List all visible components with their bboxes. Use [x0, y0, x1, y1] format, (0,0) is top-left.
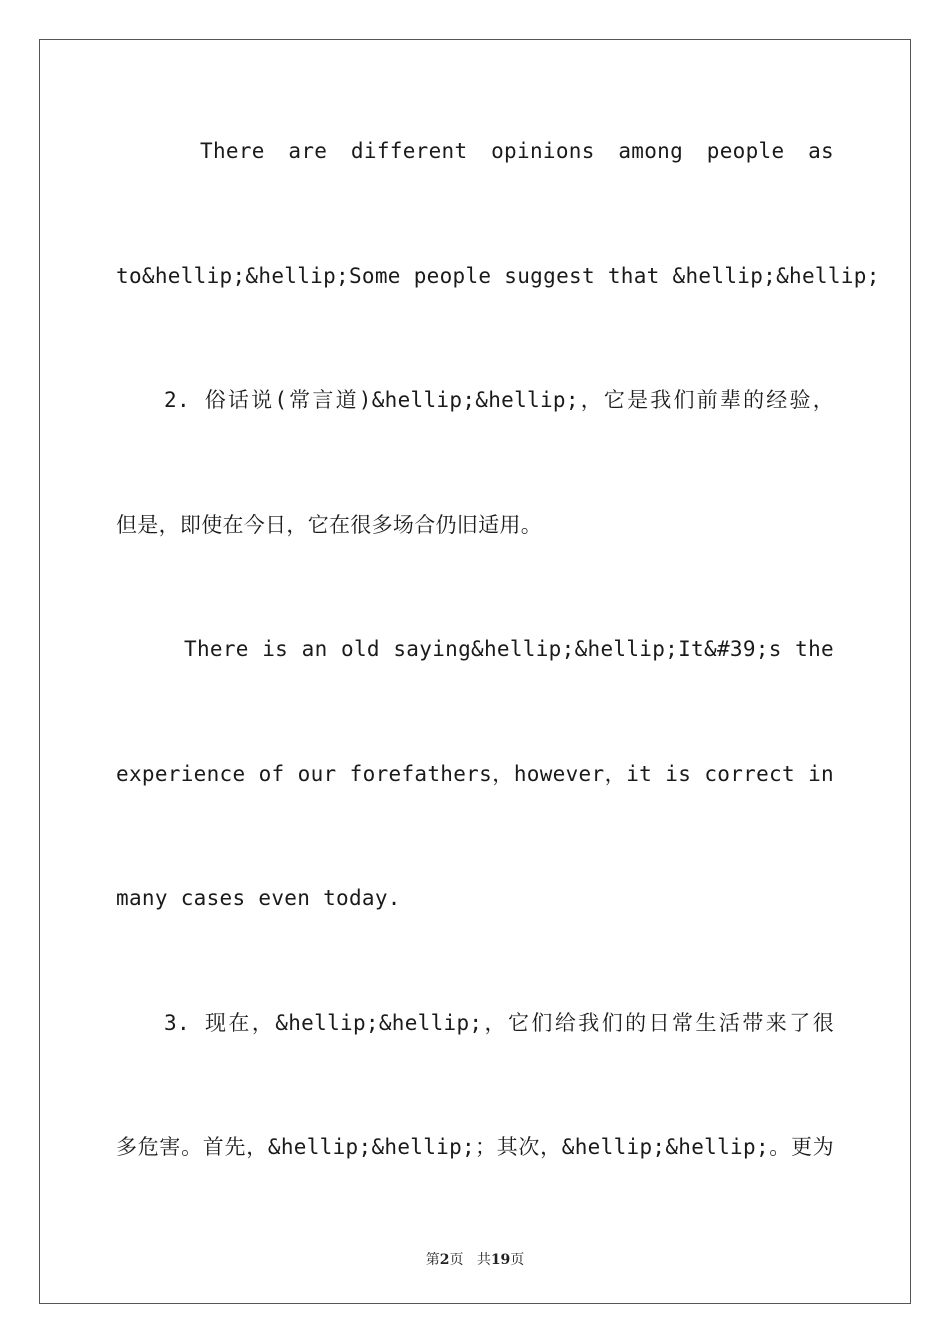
- page-number: 2: [439, 1252, 450, 1268]
- page-frame: [39, 39, 911, 1304]
- text-line-8: 3. 现在，&hellip;&hellip;，它们给我们的日常生活带来了很: [164, 1011, 834, 1035]
- total-prefix: 共: [476, 1252, 491, 1268]
- text-line-6: experience of our forefathers，however，it is correct in: [116, 762, 834, 786]
- total-suffix: 页: [510, 1252, 525, 1268]
- page-prefix: 第: [425, 1252, 440, 1268]
- text-line-9: 多危害。首先，&hellip;&hellip;；其次，&hellip;&hellip;。更为: [116, 1135, 834, 1159]
- page-suffix: 页: [449, 1252, 464, 1268]
- page-footer: [0, 1249, 950, 1269]
- text-line-5: There is an old saying&hellip;&hellip;It&#39;s the: [184, 637, 834, 661]
- text-line-7: many cases even today.: [116, 886, 401, 910]
- text-line-2: to&hellip;&hellip;Some people suggest that &hellip;&hellip;: [116, 264, 880, 288]
- text-line-1: There are different opinions among people as: [200, 139, 834, 163]
- text-line-3: 2. 俗话说(常言道)&hellip;&hellip;，它是我们前辈的经验，: [164, 388, 834, 412]
- total-pages: 19: [490, 1252, 511, 1268]
- text-line-4: 但是，即使在今日，它在很多场合仍旧适用。: [116, 513, 542, 537]
